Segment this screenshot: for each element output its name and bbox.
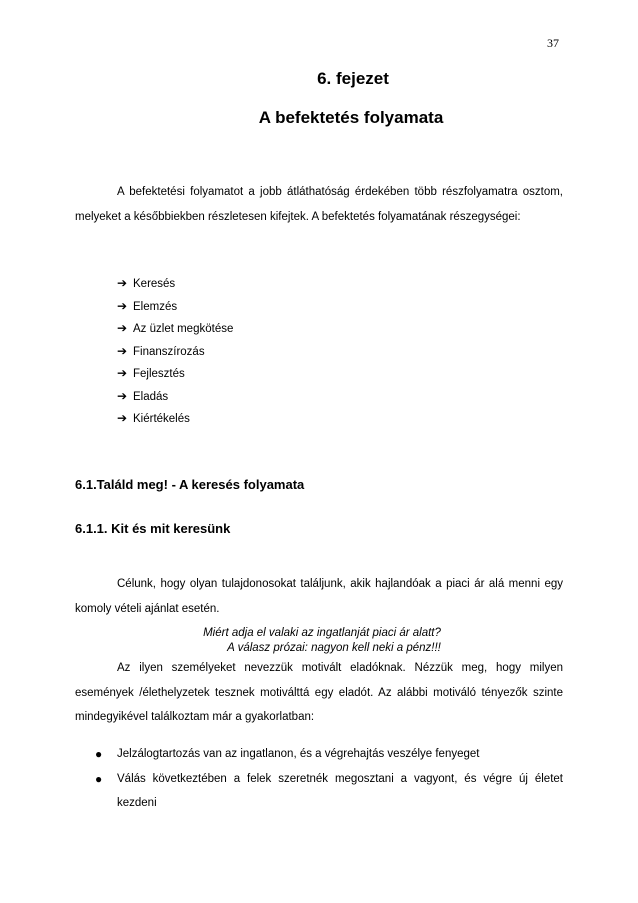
step-label: Finanszírozás — [133, 345, 205, 358]
bullet-text: Válás következtében a felek szeretnék megosztani a vagyont, és végre új életet kezdeni — [117, 772, 563, 809]
list-item — [117, 295, 233, 318]
subsection-heading: 6.1.1. Kit és mit keresünk — [75, 521, 231, 536]
step-label: Elemzés — [133, 300, 178, 313]
list-item — [117, 317, 233, 340]
list-item — [117, 407, 233, 430]
step-label: Eladás — [133, 390, 169, 403]
step-label: Keresés — [133, 278, 176, 290]
chapter-title: A befektetés folyamata — [258, 108, 444, 127]
list-item — [117, 272, 233, 295]
right-arrow-icon: ➔ — [117, 321, 128, 335]
list-item — [95, 767, 563, 816]
body-paragraph: Az ilyen személyeket nevezzük motivált eladóknak. Nézzük meg, hogy milyen események /élethelyzetek tesznek motiválttá egy eladót. Az alábbi motiváló tényezők szinte mindegyikével találkoztam már a gyakorlatban: — [75, 662, 563, 723]
right-arrow-icon: ➔ — [117, 298, 128, 313]
step-label: Kiértékelés — [133, 413, 190, 425]
section-heading: 6.1.Találd meg! - A keresés folyamata — [75, 477, 305, 492]
list-item — [95, 742, 563, 767]
right-arrow-icon: ➔ — [117, 388, 128, 403]
list-item — [117, 340, 233, 363]
intro-paragraph: A befektetési folyamatot a jobb átláthatóság érdekében több részfolyamatra osztom, melyeket a későbbiekben részletesen kifejtek. A befektetés folyamatának részegységei: — [75, 186, 563, 223]
question-line: Miért adja el valaki az ingatlanját piaci ár alatt? — [203, 627, 441, 639]
step-label: Az üzlet megkötése — [133, 323, 234, 335]
list-item — [117, 385, 233, 408]
right-arrow-icon: ➔ — [117, 366, 128, 380]
step-label: Fejlesztés — [133, 368, 185, 380]
right-arrow-icon: ➔ — [117, 411, 128, 425]
motivation-bullet-list — [95, 742, 563, 816]
bullet-text: Jelzálogtartozás van az ingatlanon, és a végrehajtás veszélye fenyeget — [117, 748, 480, 760]
bullet-icon: ● — [95, 747, 103, 761]
answer-line: A válasz prózai: nagyon kell neki a pénz!!! — [227, 642, 441, 654]
chapter-number: 6. fejezet — [317, 69, 389, 88]
page-number: 37 — [547, 36, 559, 50]
body-paragraph: Célunk, hogy olyan tulajdonosokat találjunk, akik hajlandóak a piaci ár alá menni egy komoly vételi ajánlat esetén. — [75, 578, 563, 615]
bullet-icon: ● — [95, 771, 103, 786]
list-item — [117, 362, 233, 385]
right-arrow-icon: ➔ — [117, 343, 128, 358]
right-arrow-icon: ➔ — [117, 276, 128, 290]
process-steps-list — [117, 272, 233, 430]
